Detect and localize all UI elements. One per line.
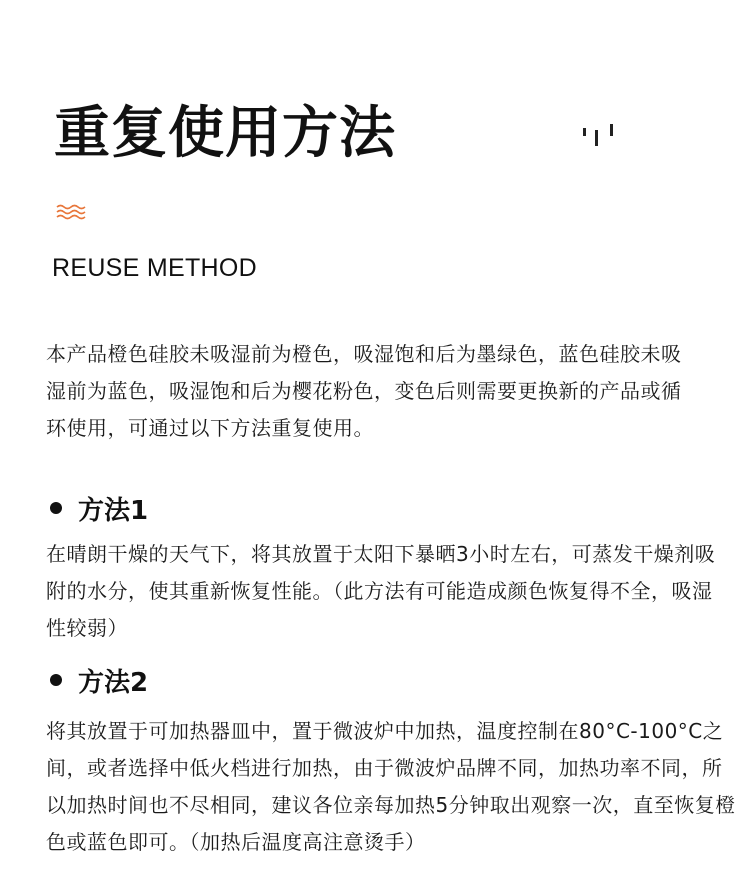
intro-paragraph: 本产品橙色硅胶未吸湿前为橙色，吸湿饱和后为墨绿色，蓝色硅胶未吸湿前为蓝色，吸湿饱和后为樱花粉色，变色后则需要更换新的产品或循环使用，可通过以下方法重复使用。 bbox=[46, 342, 682, 440]
page-subtitle: REUSE METHOD bbox=[52, 254, 258, 282]
method-1-text: 在晴朗干燥的天气下，将其放置于太阳下暴晒3小时左右，可蒸发干燥剂吸附的水分，使其重新恢复性能。（此方法有可能造成颜色恢复得不全，吸湿性较弱） bbox=[46, 542, 716, 640]
page-title: 重复使用方法 bbox=[54, 101, 396, 166]
bullet-dot-icon bbox=[50, 502, 62, 514]
bullet-dot-icon bbox=[50, 674, 62, 686]
wave-lines-icon bbox=[56, 204, 86, 220]
method-1-title: 方法1 bbox=[78, 495, 149, 526]
method-2-heading bbox=[46, 660, 148, 700]
method-2-title: 方法2 bbox=[78, 667, 149, 698]
vertical-bars-icon bbox=[582, 124, 616, 146]
method-2-text: 将其放置于可加热器皿中，置于微波炉中加热，温度控制在80°C-100°C之间，或者选择中低火档进行加热，由于微波炉品牌不同，加热功率不同，所以加热时间也不尽相同，建议各位亲每加热5分钟取出观察一次，直至恢复橙色或蓝色即可。（加热后温度高注意烫手） bbox=[46, 719, 736, 854]
method-1-heading bbox=[46, 488, 148, 528]
